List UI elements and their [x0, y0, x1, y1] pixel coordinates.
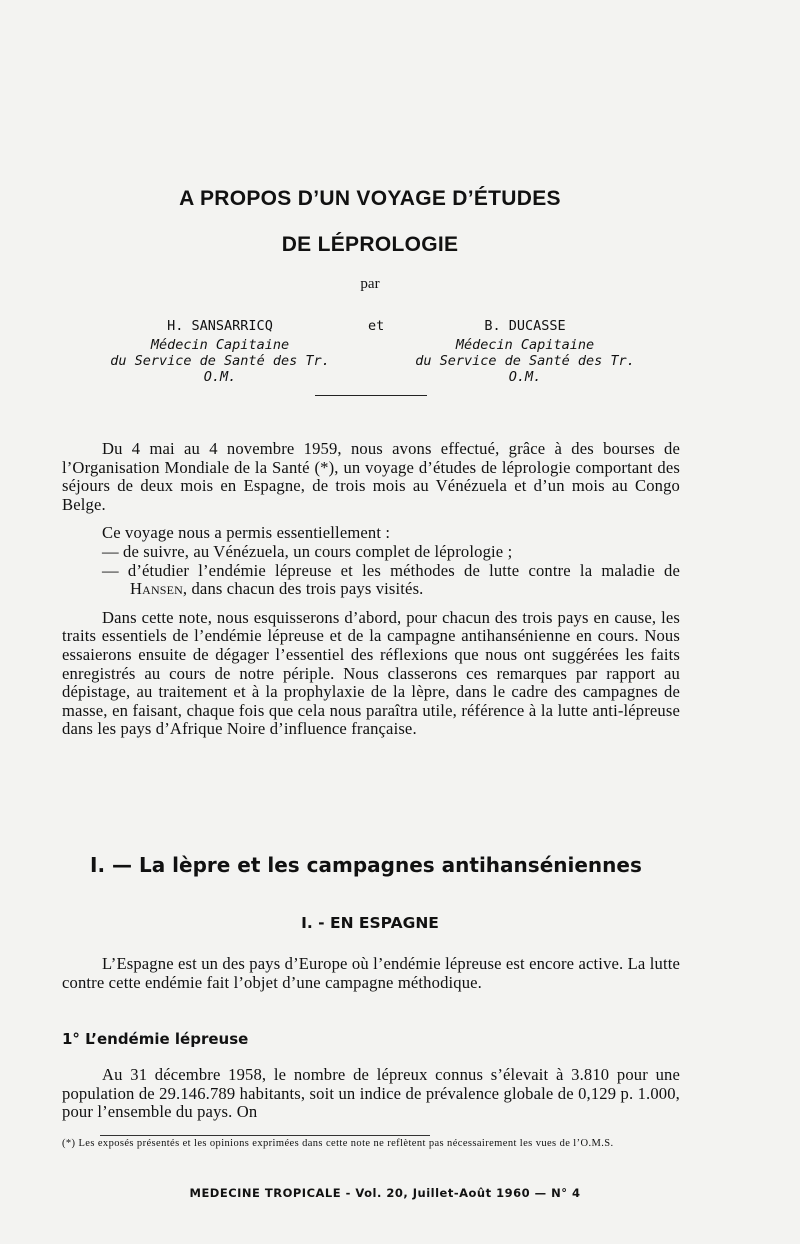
section-heading: I. — La lèpre et les campagnes antihanséniennes: [90, 853, 642, 877]
list-item-1: — de suivre, au Vénézuela, un cours complet de léprologie ;: [102, 541, 513, 561]
list-item-2: [62, 562, 680, 599]
title-line-1: A PROPOS D’UN VOYAGE D’ÉTUDES: [179, 187, 561, 210]
author-1-role: Médecin Capitaine: [150, 337, 290, 353]
separator-rule: [315, 395, 427, 396]
author-2-name: B. DUCASSE: [484, 318, 566, 334]
list-item-2-text: — d’étudier l’endémie lépreuse et les méthodes de lutte contre la maladie de: [102, 560, 680, 580]
author-1-service: du Service de Santé des Tr. O.M.: [110, 353, 330, 385]
endemie-text: [62, 1066, 680, 1122]
par-label: par: [360, 276, 380, 292]
footnote: (*) Les exposés présentés et les opinions exprimées dans cette note ne reflètent pas nécessairement les vues de l’O.M.S.: [62, 1138, 614, 1149]
paragraph-4: L’Espagne est un des pays d’Europe où l’endémie lépreuse est encore active. La lutte contre cette endémie fait l’objet d’une campagne méthodique.: [62, 954, 680, 992]
title-line-2: DE LÉPROLOGIE: [281, 233, 459, 256]
intro-text: [62, 440, 680, 739]
hansen-name: Hansen: [130, 579, 183, 599]
list-item-2-end: , dans chacun des trois pays visités.: [182, 579, 424, 599]
paragraph-2: Ce voyage nous a permis essentiellement :: [102, 523, 391, 543]
author-1: [110, 318, 330, 385]
author-1-name: H. SANSARRICQ: [167, 318, 273, 334]
author-2: [400, 318, 650, 385]
paragraph-1: Du 4 mai au 4 novembre 1959, nous avons effectué, grâce à des bourses de l’Organisation Mondiale de la Santé (*), un voyage d’études de léprologie comportant des séjours de deux mois en Espagne, de trois mois au Vénézuela et d’un mois au Congo Belge.: [62, 439, 680, 514]
subsubsection-heading: 1° L’endémie lépreuse: [62, 1030, 249, 1048]
paragraph-5: Au 31 décembre 1958, le nombre de lépreux connus s’élevait à 3.810 pour une population de 29.146.789 habitants, soit un indice de prévalence globale de 0,129 p. 1.000, pour l’ensemble du pays. On: [62, 1065, 680, 1122]
subsection-heading: I. - EN ESPAGNE: [301, 914, 439, 932]
espagne-text: [62, 955, 680, 992]
journal-footer: MEDECINE TROPICALE - Vol. 20, Juillet-Août 1960 — N° 4: [189, 1186, 581, 1200]
author-2-service: du Service de Santé des Tr. O.M.: [415, 353, 635, 385]
et-label: et: [368, 318, 385, 334]
paragraph-3: Dans cette note, nous esquisserons d’abord, pour chacun des trois pays en cause, les traits essentiels de l’endémie lépreuse et de la campagne antihansénienne en cours. Nous essaierons ensuite de dégager l’essentiel des réflexions que nous ont suggérées les faits enregistrés au cours de notre périple. Nous classerons ces remarques par rapport au dépistage, au traitement et à la prophylaxie de la lèpre, dans le cadre des campagnes de masse, en faisant, chaque fois que cela nous paraîtra utile, référence à la lutte anti-lépreuse dans les pays d’Afrique Noire d’influence française.: [62, 607, 680, 739]
author-2-role: Médecin Capitaine: [455, 337, 595, 353]
footnote-rule: [100, 1135, 430, 1136]
